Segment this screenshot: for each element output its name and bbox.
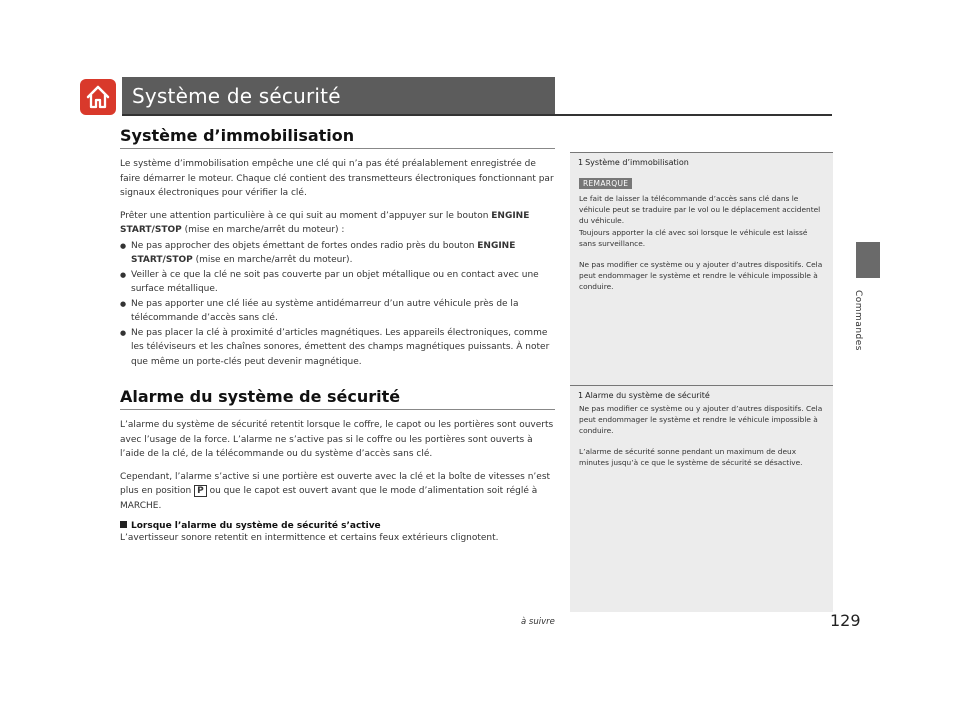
immobilisation-attention xyxy=(120,209,555,238)
attention-text: Prêter une attention particulière à ce qui suit au moment d’appuyer sur le bouton xyxy=(120,210,492,221)
subheading-text: Lorsque l’alarme du système de sécurité s’active xyxy=(131,521,381,531)
reference-icon: 1 xyxy=(578,158,584,167)
page-number: 129 xyxy=(830,611,861,630)
note-title-immobilisation xyxy=(570,152,833,170)
section-title-alarme: Alarme du système de sécurité xyxy=(120,387,555,410)
home-icon-glyph xyxy=(80,79,116,115)
note-text: Le fait de laisser la télécommande d’accès sans clé dans le véhicule peut se traduire par le vol ou le déplacement accidentel du véhicule. xyxy=(579,194,821,226)
note-text: Ne pas modifier ce système ou y ajouter d’autres dispositifs. Cela peut endommager le système et rendre le véhicule impossible à conduire. xyxy=(579,260,823,292)
exception-text: Cependant, l’alarme s’active si une portière est ouverte avec la clé et la boîte de vitesses n’est plus en position xyxy=(120,471,551,496)
alarme-subheading xyxy=(120,521,555,531)
note-title-text: Système d’immobilisation xyxy=(585,158,689,167)
immobilisation-bullet-list xyxy=(120,239,555,370)
attention-text-end: (mise en marche/arrêt du moteur) : xyxy=(181,225,345,235)
main-content xyxy=(120,126,555,546)
exception-text-end: ou que le capot est ouvert avant que le mode d’alimentation soit réglé à MARCHE. xyxy=(120,486,538,511)
continued-label: à suivre xyxy=(521,617,555,627)
notes-sidebar xyxy=(570,152,833,612)
reference-icon: 1 xyxy=(578,390,584,400)
list-item: ● Ne pas placer la clé à proximité d’articles magnétiques. Les appareils électroniques, comme les téléviseurs et les chaînes sonores, émettent des champs magnétiques puissants. À noter que même un porte-clés peut devenir magnétique. xyxy=(120,326,555,370)
page-title: Système de sécurité xyxy=(132,84,341,108)
alarme-sub-text: L’avertisseur sonore retentit en intermittence et certains feux extérieurs clignotent. xyxy=(120,533,499,543)
engine-start-stop-label: ENGINE START/STOP xyxy=(131,240,516,265)
engine-start-stop-label: ENGINE START/STOP xyxy=(120,210,530,235)
note-title-text: Alarme du système de sécurité xyxy=(585,390,710,400)
bullet-text-end: (mise en marche/arrêt du moteur). xyxy=(192,255,353,265)
alarme-intro: L’alarme du système de sécurité retentit lorsque le coffre, le capot ou les portières sont ouverts avec l’usage de la force. L’alarme ne s’active pas si le coffre ou les portières sont ouverts à l’aide de la clé, de la télécommande ou du système d’accès sans clé. xyxy=(120,420,554,459)
header-bar xyxy=(122,77,555,115)
chapter-tab-label: Commandes xyxy=(853,290,863,351)
list-item xyxy=(120,239,555,268)
section-title-immobilisation: Système d’immobilisation xyxy=(120,126,555,149)
immobilisation-intro: Le système d’immobilisation empêche une clé qui n’a pas été préalablement enregistrée de faire démarrer le moteur. Chaque clé contient des transmetteurs électroniques fonctionnant par signaux électroniques pour vérifier la clé. xyxy=(120,159,554,198)
chapter-tab[interactable] xyxy=(856,242,880,278)
bullet-text: Ne pas approcher des objets émettant de fortes ondes radio près du bouton xyxy=(131,240,478,251)
remarque-badge: REMARQUE xyxy=(579,178,632,189)
list-item: ● Ne pas apporter une clé liée au système antidémarreur d’un autre véhicule près de la télécommande d’accès sans clé. xyxy=(120,297,555,326)
gear-p-key: P xyxy=(194,485,207,497)
square-bullet-icon xyxy=(120,521,127,528)
note-text: Ne pas modifier ce système ou y ajouter d’autres dispositifs. Cela peut endommager le système et rendre le véhicule impossible à conduire. xyxy=(579,403,823,436)
note-text: Toujours apporter la clé avec soi lorsque le véhicule est laissé sans surveillance. xyxy=(579,227,808,248)
alarme-exception xyxy=(120,470,555,514)
list-item: ● Veiller à ce que la clé ne soit pas couverte par un objet métallique ou en contact avec une surface métallique. xyxy=(120,268,555,297)
note-text: L’alarme de sécurité sonne pendant un maximum de deux minutes jusqu’à ce que le système de sécurité se désactive. xyxy=(579,447,803,468)
note-title-alarme xyxy=(570,385,833,403)
header-divider xyxy=(122,114,832,116)
home-icon[interactable] xyxy=(80,79,116,115)
